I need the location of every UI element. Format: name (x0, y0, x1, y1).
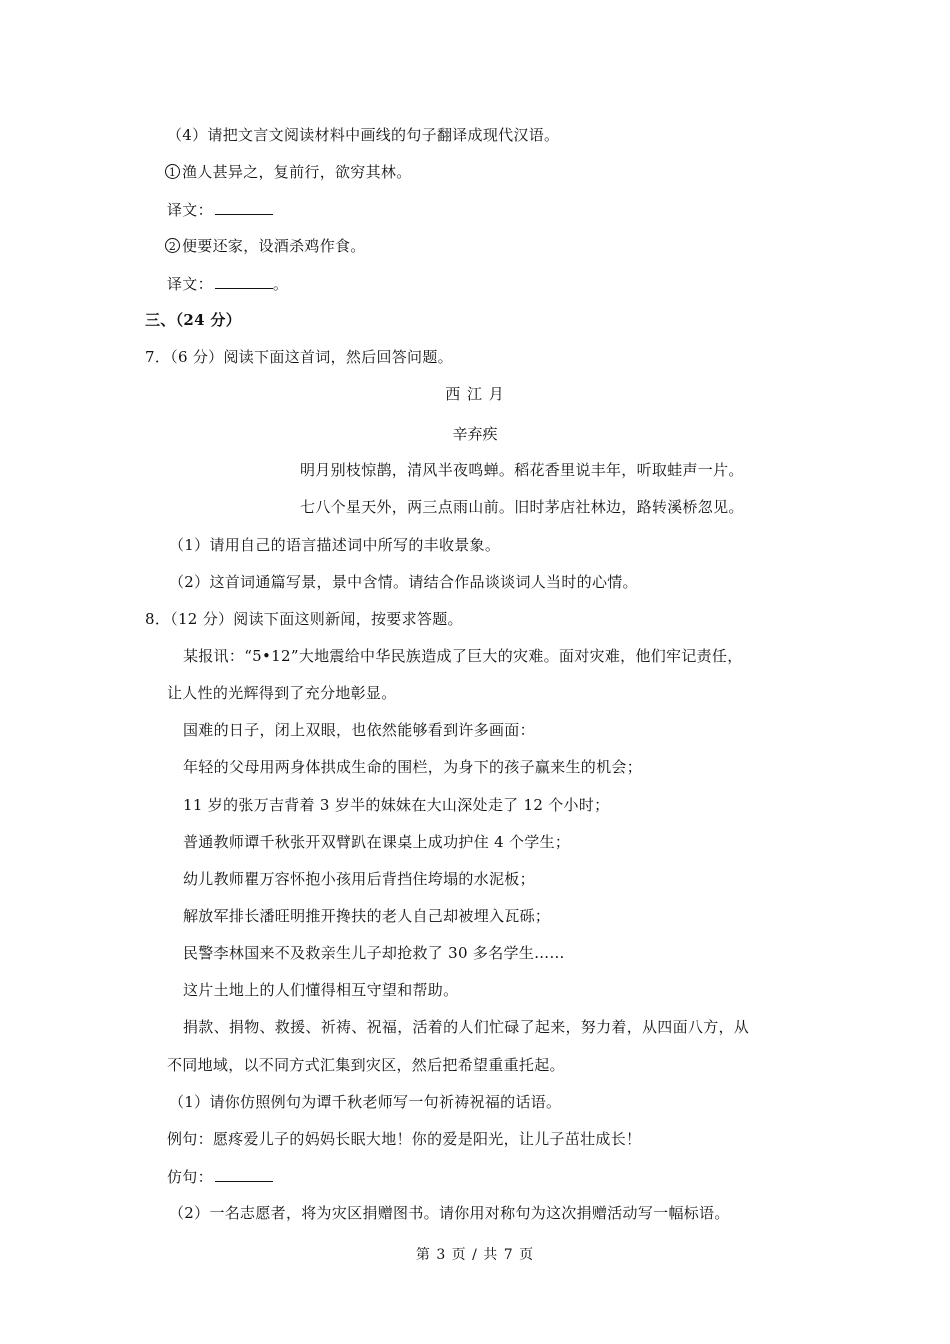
poem-line-1: 明月别枝惊鹊，清风半夜鸣蝉。稻花香里说丰年，听取蛙声一片。 (300, 461, 744, 479)
translation-label: 译文： (167, 275, 213, 293)
q8-paragraph-1-line-2: 让人性的光辉得到了充分地彰显。 (167, 684, 397, 702)
q7-header: 7．（6 分）阅读下面这首词，然后回答问题。 (145, 348, 453, 366)
q8-news-line-1: 国难的日子，闭上双眼，也依然能够看到许多画面： (183, 721, 535, 739)
poem-author: 辛弃疾 (452, 425, 498, 443)
translation-end-punct: 。 (272, 275, 289, 293)
q8-paragraph-2-line-1: 捐款、捐物、救援、祈祷、祝福，活着的人们忙碌了起来，努力着，从四面八方，从 (183, 1018, 750, 1036)
q6-4-prompt: （4）请把文言文阅读材料中画线的句子翻译成现代汉语。 (167, 126, 560, 144)
q8-news-line-2: 年轻的父母用两身体拱成生命的围栏，为身下的孩子赢来生的机会； (183, 758, 643, 776)
q8-news-line-4: 普通教师谭千秋张开双臂趴在课桌上成功护住 4 个学生； (183, 833, 571, 851)
q7-sub-1: （1）请用自己的语言描述词中所写的丰收景象。 (169, 536, 501, 554)
q6-4-item-1 (165, 162, 412, 182)
q7-sub-2: （2）这首词通篇写景，景中含情。请结合作品谈谈词人当时的心情。 (169, 573, 638, 591)
page-footer: 第 3 页 / 共 7 页 (415, 1247, 535, 1263)
q8-news-line-7: 民警李林国来不及救亲生儿子却抢救了 30 多名学生…… (183, 944, 565, 962)
q8-sub-2: （2）一名志愿者，将为灾区捐赠图书。请你用对称句为这次捐赠活动写一幅标语。 (169, 1204, 730, 1222)
translation-label: 译文： (167, 201, 213, 219)
q6-4-item-1-text: 渔人甚异之，复前行，欲穷其林。 (182, 163, 412, 181)
q8-news-line-5: 幼儿教师瞿万容怀抱小孩用后背挡住垮塌的水泥板； (183, 870, 535, 888)
q8-paragraph-1-line-1: 某报讯：“5•12”大地震给中华民族造成了巨大的灾难。面对灾难，他们牢记责任， (183, 647, 743, 665)
q8-paragraph-2-line-2: 不同地域，以不同方式汇集到灾区，然后把希望重重托起。 (167, 1056, 565, 1074)
q6-4-item-2 (165, 236, 366, 256)
circled-number-2: 2 (165, 238, 180, 253)
answer-blank[interactable] (215, 1166, 273, 1182)
poem-title: 西 江 月 (445, 385, 505, 403)
q8-news-line-3: 11 岁的张万吉背着 3 岁半的妹妹在大山深处走了 12 个小时； (183, 796, 610, 814)
q8-news-line-6: 解放军排长潘旺明推开搀扶的老人自己却被埋入瓦砾； (183, 907, 551, 925)
q8-imitate (167, 1166, 273, 1187)
q8-example: 例句：愿疼爱儿子的妈妈长眠大地！你的爱是阳光，让儿子茁壮成长！ (167, 1130, 642, 1148)
q8-header: 8．（12 分）阅读下面这则新闻，按要求答题。 (145, 610, 463, 628)
imitate-label: 仿句： (167, 1168, 213, 1186)
q8-sub-1: （1）请你仿照例句为谭千秋老师写一句祈祷祝福的话语。 (169, 1093, 562, 1111)
poem-line-2: 七八个星天外，两三点雨山前。旧时茅店社林边，路转溪桥忽见。 (300, 498, 744, 516)
q8-news-line-8: 这片土地上的人们懂得相互守望和帮助。 (183, 981, 459, 999)
answer-blank[interactable] (215, 273, 273, 289)
q6-4-translation-1 (167, 199, 273, 220)
q6-4-item-2-text: 便要还家，设酒杀鸡作食。 (182, 237, 366, 255)
circled-number-1: 1 (165, 164, 180, 179)
answer-blank[interactable] (215, 199, 273, 215)
q6-4-translation-2 (167, 273, 288, 294)
section-3-title: 三、（24 分） (145, 311, 241, 329)
